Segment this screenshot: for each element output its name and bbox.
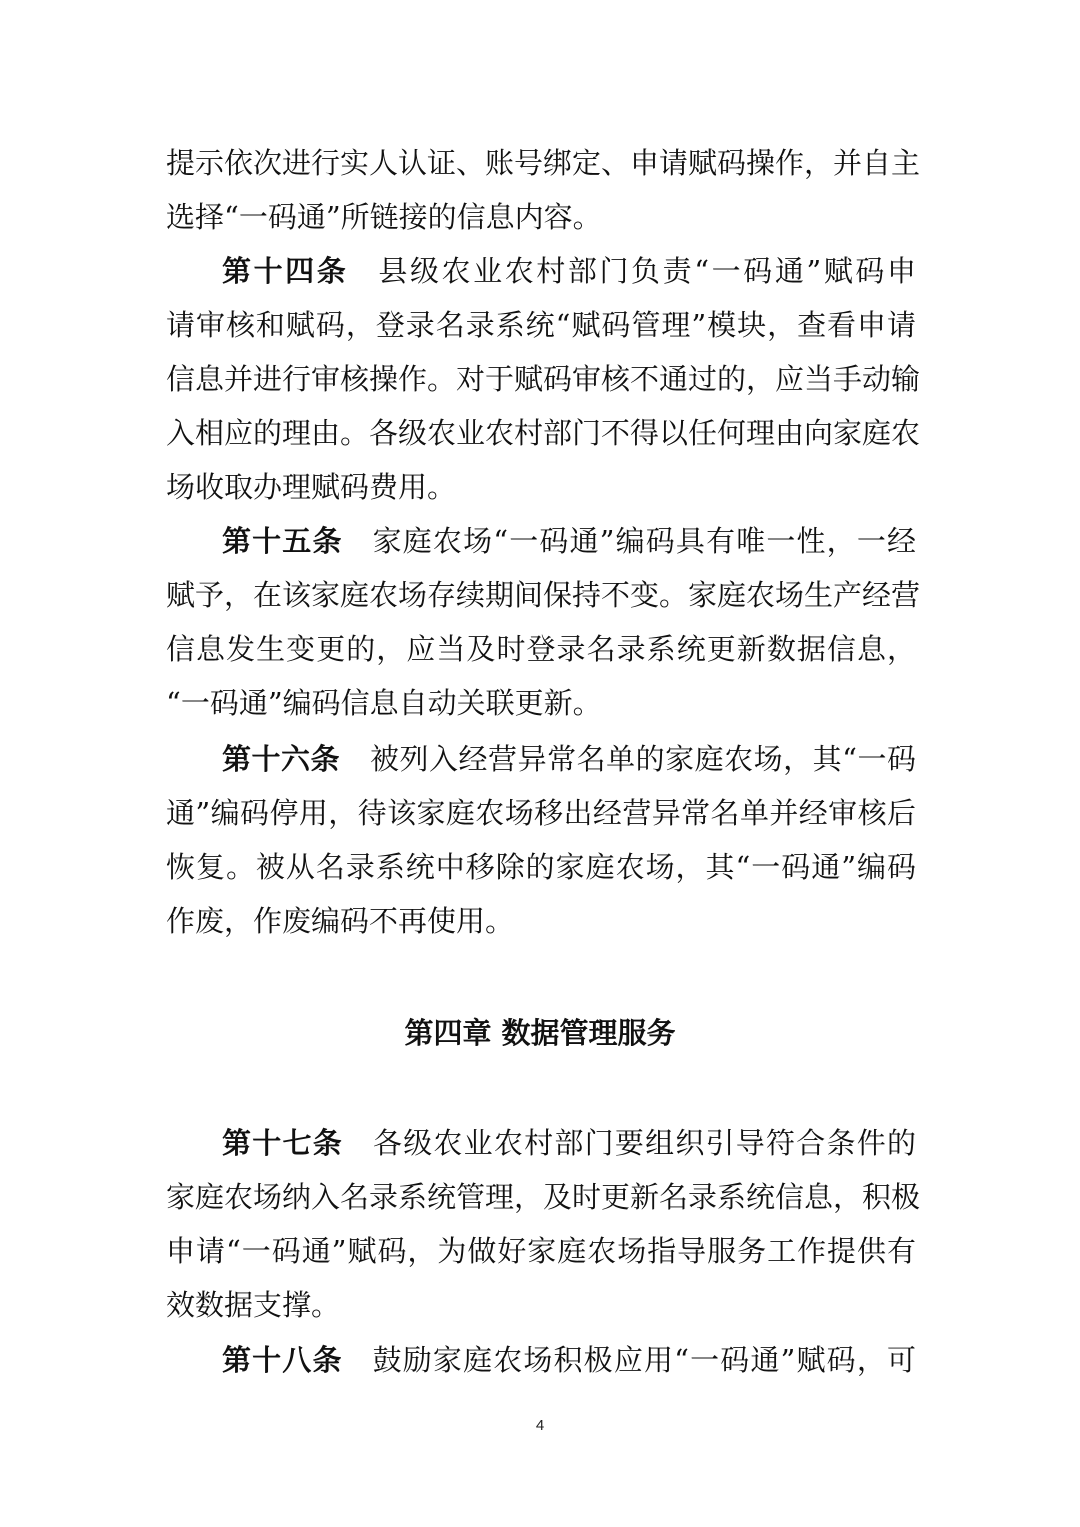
- paragraph-line: 通”编码停用，待该家庭农场移出经营异常名单并经审核后: [166, 796, 916, 830]
- paragraph-line: 恢复。被从名录系统中移除的家庭农场，其“一码通”编码: [166, 850, 916, 884]
- paragraph-line: 场收取办理赋码费用。: [166, 470, 457, 504]
- paragraph-line: 申请“一码通”赋码，为做好家庭农场指导服务工作提供有: [166, 1234, 916, 1268]
- article-text: 被列入经营异常名单的家庭农场，其“一码: [370, 742, 916, 776]
- page-number: 4: [535, 1417, 545, 1434]
- paragraph-line: 提示依次进行实人认证、账号绑定、申请赋码操作，并自主: [166, 146, 921, 180]
- article-15-first-line: [222, 521, 916, 561]
- article-18-first-line: [222, 1340, 916, 1380]
- article-text: 家庭农场“一码通”编码具有唯一性，一经: [372, 524, 916, 558]
- paragraph-line: “一码通”编码信息自动关联更新。: [166, 686, 602, 720]
- article-text: 鼓励家庭农场积极应用“一码通”赋码，可: [372, 1343, 916, 1377]
- paragraph-line: 作废，作废编码不再使用。: [166, 904, 515, 938]
- chapter-title: 第四章 数据管理服务: [404, 1016, 676, 1050]
- paragraph-line: 信息发生变更的，应当及时登录名录系统更新数据信息，: [166, 632, 916, 666]
- article-17-first-line: [222, 1123, 916, 1163]
- paragraph-line: 信息并进行审核操作。对于赋码审核不通过的，应当手动输: [166, 362, 921, 396]
- article-label: 第十四条: [222, 254, 349, 288]
- paragraph-line: 效数据支撑。: [166, 1288, 341, 1322]
- paragraph-line: 请审核和赋码，登录名录系统“赋码管理”模块，查看申请: [166, 308, 916, 342]
- article-16-first-line: [222, 739, 916, 779]
- paragraph-line: 家庭农场纳入名录系统管理，及时更新名录系统信息，积极: [166, 1180, 921, 1214]
- article-label: 第十八条: [222, 1343, 343, 1377]
- paragraph-line: 入相应的理由。各级农业农村部门不得以任何理由向家庭农: [166, 416, 921, 450]
- article-text: 县级农业农村部门负责“一码通”赋码申: [378, 254, 916, 288]
- article-text: 各级农业农村部门要组织引导符合条件的: [372, 1126, 916, 1160]
- article-label: 第十六条: [222, 742, 341, 776]
- paragraph-line: 赋予，在该家庭农场存续期间保持不变。家庭农场生产经营: [166, 578, 921, 612]
- paragraph-line: 选择“一码通”所链接的信息内容。: [166, 200, 602, 234]
- article-label: 第十五条: [222, 524, 343, 558]
- article-label: 第十七条: [222, 1126, 343, 1160]
- article-14-first-line: [222, 251, 916, 291]
